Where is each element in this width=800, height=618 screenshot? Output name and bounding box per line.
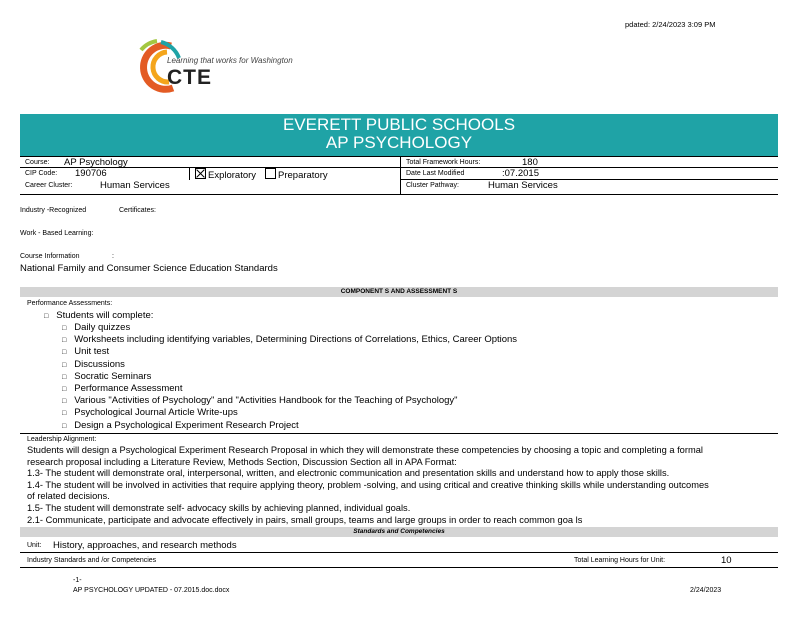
standards-competencies-header: Standards and Competencies xyxy=(20,527,778,537)
unit-hours-value: 10 xyxy=(721,555,732,566)
course-value: AP Psychology xyxy=(64,157,128,168)
leadership-line: Students will design a Psychological Experiment Research Proposal in which they will demonstrate these competencies by choosing a topic and completing a formal xyxy=(27,445,703,455)
course-label: Course: xyxy=(25,159,50,166)
performance-item-text: Worksheets including identifying variables, Determining Directions of Correlations, Ethics, Career Options xyxy=(74,334,518,346)
performance-item-text: Unit test xyxy=(74,346,110,358)
work-based-learning-label: Work - Based Learning: xyxy=(20,230,94,237)
divider xyxy=(189,167,190,180)
leadership-line: 1.3- The student will demonstrate oral, interpersonal, written, and electronic communication and presentation skills and understand how to apply those skills. xyxy=(27,468,670,479)
divider xyxy=(20,433,778,434)
unit-label: Unit: xyxy=(27,542,42,549)
performance-item xyxy=(62,346,109,357)
leadership-alignment-label: Leadership Alignment: xyxy=(27,436,97,443)
performance-intro: □ Students will complete: xyxy=(44,310,154,321)
leadership-line: research proposal including a Literature Review, Methods Section, Discussion Section all in APA Format: xyxy=(27,456,457,467)
total-hours-label: Total Framework Hours: xyxy=(406,159,481,166)
unit-value: History, approaches, and research methods xyxy=(53,540,237,551)
bullet-icon: □ xyxy=(62,361,67,369)
performance-item-text: Design a Psychological Experiment Research Project xyxy=(74,419,299,431)
preparatory-checkbox[interactable] xyxy=(265,168,276,179)
course-information-label: Course Information xyxy=(20,253,80,260)
preparatory-label: Preparatory xyxy=(278,170,328,181)
bullet-icon: □ xyxy=(62,422,67,430)
last-modified-label: Date Last Modified xyxy=(406,170,465,177)
bullet-icon: □ xyxy=(62,398,67,406)
total-hours-value: 180 xyxy=(522,157,538,168)
leadership-line: 1.5- The student will demonstrate self- advocacy skills by achieving planned, individual goals. xyxy=(27,503,411,513)
bullet-icon: □ xyxy=(62,325,67,332)
performance-item-text: Socratic Seminars xyxy=(74,370,152,382)
footer-date: 2/24/2023 xyxy=(690,587,722,594)
performance-item xyxy=(62,383,182,394)
performance-item xyxy=(62,395,458,406)
divider xyxy=(20,552,778,553)
course-title: AP PSYCHOLOGY xyxy=(325,133,473,152)
course-info-box xyxy=(20,156,778,195)
leadership-line: 2.1- Communicate, participate and advocate effectively in pairs, small groups, teams and large groups in order to reach common goa ls xyxy=(27,514,583,525)
performance-item xyxy=(62,420,299,431)
bullet-icon: □ xyxy=(62,373,67,381)
district-title: EVERETT PUBLIC SCHOOLS xyxy=(282,115,516,134)
exploratory-option[interactable] xyxy=(195,168,256,181)
leadership-line: of related decisions. xyxy=(27,491,110,502)
career-cluster-value: Human Services xyxy=(100,180,170,191)
components-assessments-header: COMPONENT S AND ASSESSMENT S xyxy=(20,287,778,297)
performance-item xyxy=(62,359,125,370)
bullet-icon: □ xyxy=(62,337,67,345)
logo-wordmark: CTE xyxy=(167,66,212,89)
footer-filename: AP PSYCHOLOGY UPDATED - 07.2015.doc.docx xyxy=(73,587,230,594)
performance-item-text: Performance Assessment xyxy=(74,383,183,394)
performance-item xyxy=(62,407,238,418)
performance-item-text: Psychological Journal Article Write-ups xyxy=(74,407,238,419)
divider xyxy=(400,157,401,194)
exploratory-label: Exploratory xyxy=(208,170,257,181)
performance-item xyxy=(62,322,130,333)
updated-timestamp: pdated: 2/24/2023 3:09 PM xyxy=(625,20,716,29)
cluster-pathway-value: Human Services xyxy=(488,180,558,191)
last-modified-value: :07.2015 xyxy=(502,168,539,179)
bullet-icon: □ xyxy=(62,349,67,357)
performance-item xyxy=(62,334,517,345)
divider xyxy=(20,567,778,568)
performance-item-text: Various "Activities of Psychology" and "Activities Handbook for the Teaching of Psychology" xyxy=(74,395,458,407)
industry-recognized-label: Industry -Recognized xyxy=(20,207,87,214)
title-banner xyxy=(20,114,778,156)
exploratory-checkbox[interactable] xyxy=(195,168,206,179)
cte-logo xyxy=(133,38,313,96)
unit-hours-label: Total Learning Hours for Unit: xyxy=(574,557,666,564)
cluster-pathway-label: Cluster Pathway: xyxy=(406,182,459,189)
performance-item-text: Discussions xyxy=(74,358,125,370)
cip-value: 190706 xyxy=(75,168,107,179)
career-cluster-label: Career Cluster: xyxy=(25,182,73,189)
divider xyxy=(400,179,778,180)
leadership-line: 1.4- The student will be involved in activities that require applying theory, problem -solving, and using critical and creative thinking skills while understanding outcomes xyxy=(27,479,709,490)
industry-standards-label: Industry Standards and /or Competencies xyxy=(27,557,157,564)
course-information-colon: : xyxy=(112,253,114,260)
performance-assessments-label: Performance Assessments: xyxy=(27,300,113,307)
divider xyxy=(20,167,778,168)
page-number: -1- xyxy=(73,577,82,584)
bullet-icon: □ xyxy=(62,410,67,418)
cip-label: CIP Code: xyxy=(25,170,58,177)
performance-item xyxy=(62,371,151,382)
course-information-value: National Family and Consumer Science Education Standards xyxy=(20,263,278,274)
certificates-label: Certificates: xyxy=(119,207,156,214)
preparatory-option[interactable] xyxy=(265,168,328,181)
bullet-icon: □ xyxy=(44,313,49,320)
logo-tagline: Learning that works for Washington xyxy=(167,56,293,65)
performance-item-text: Daily quizzes xyxy=(74,322,131,333)
bullet-icon: □ xyxy=(62,386,67,393)
